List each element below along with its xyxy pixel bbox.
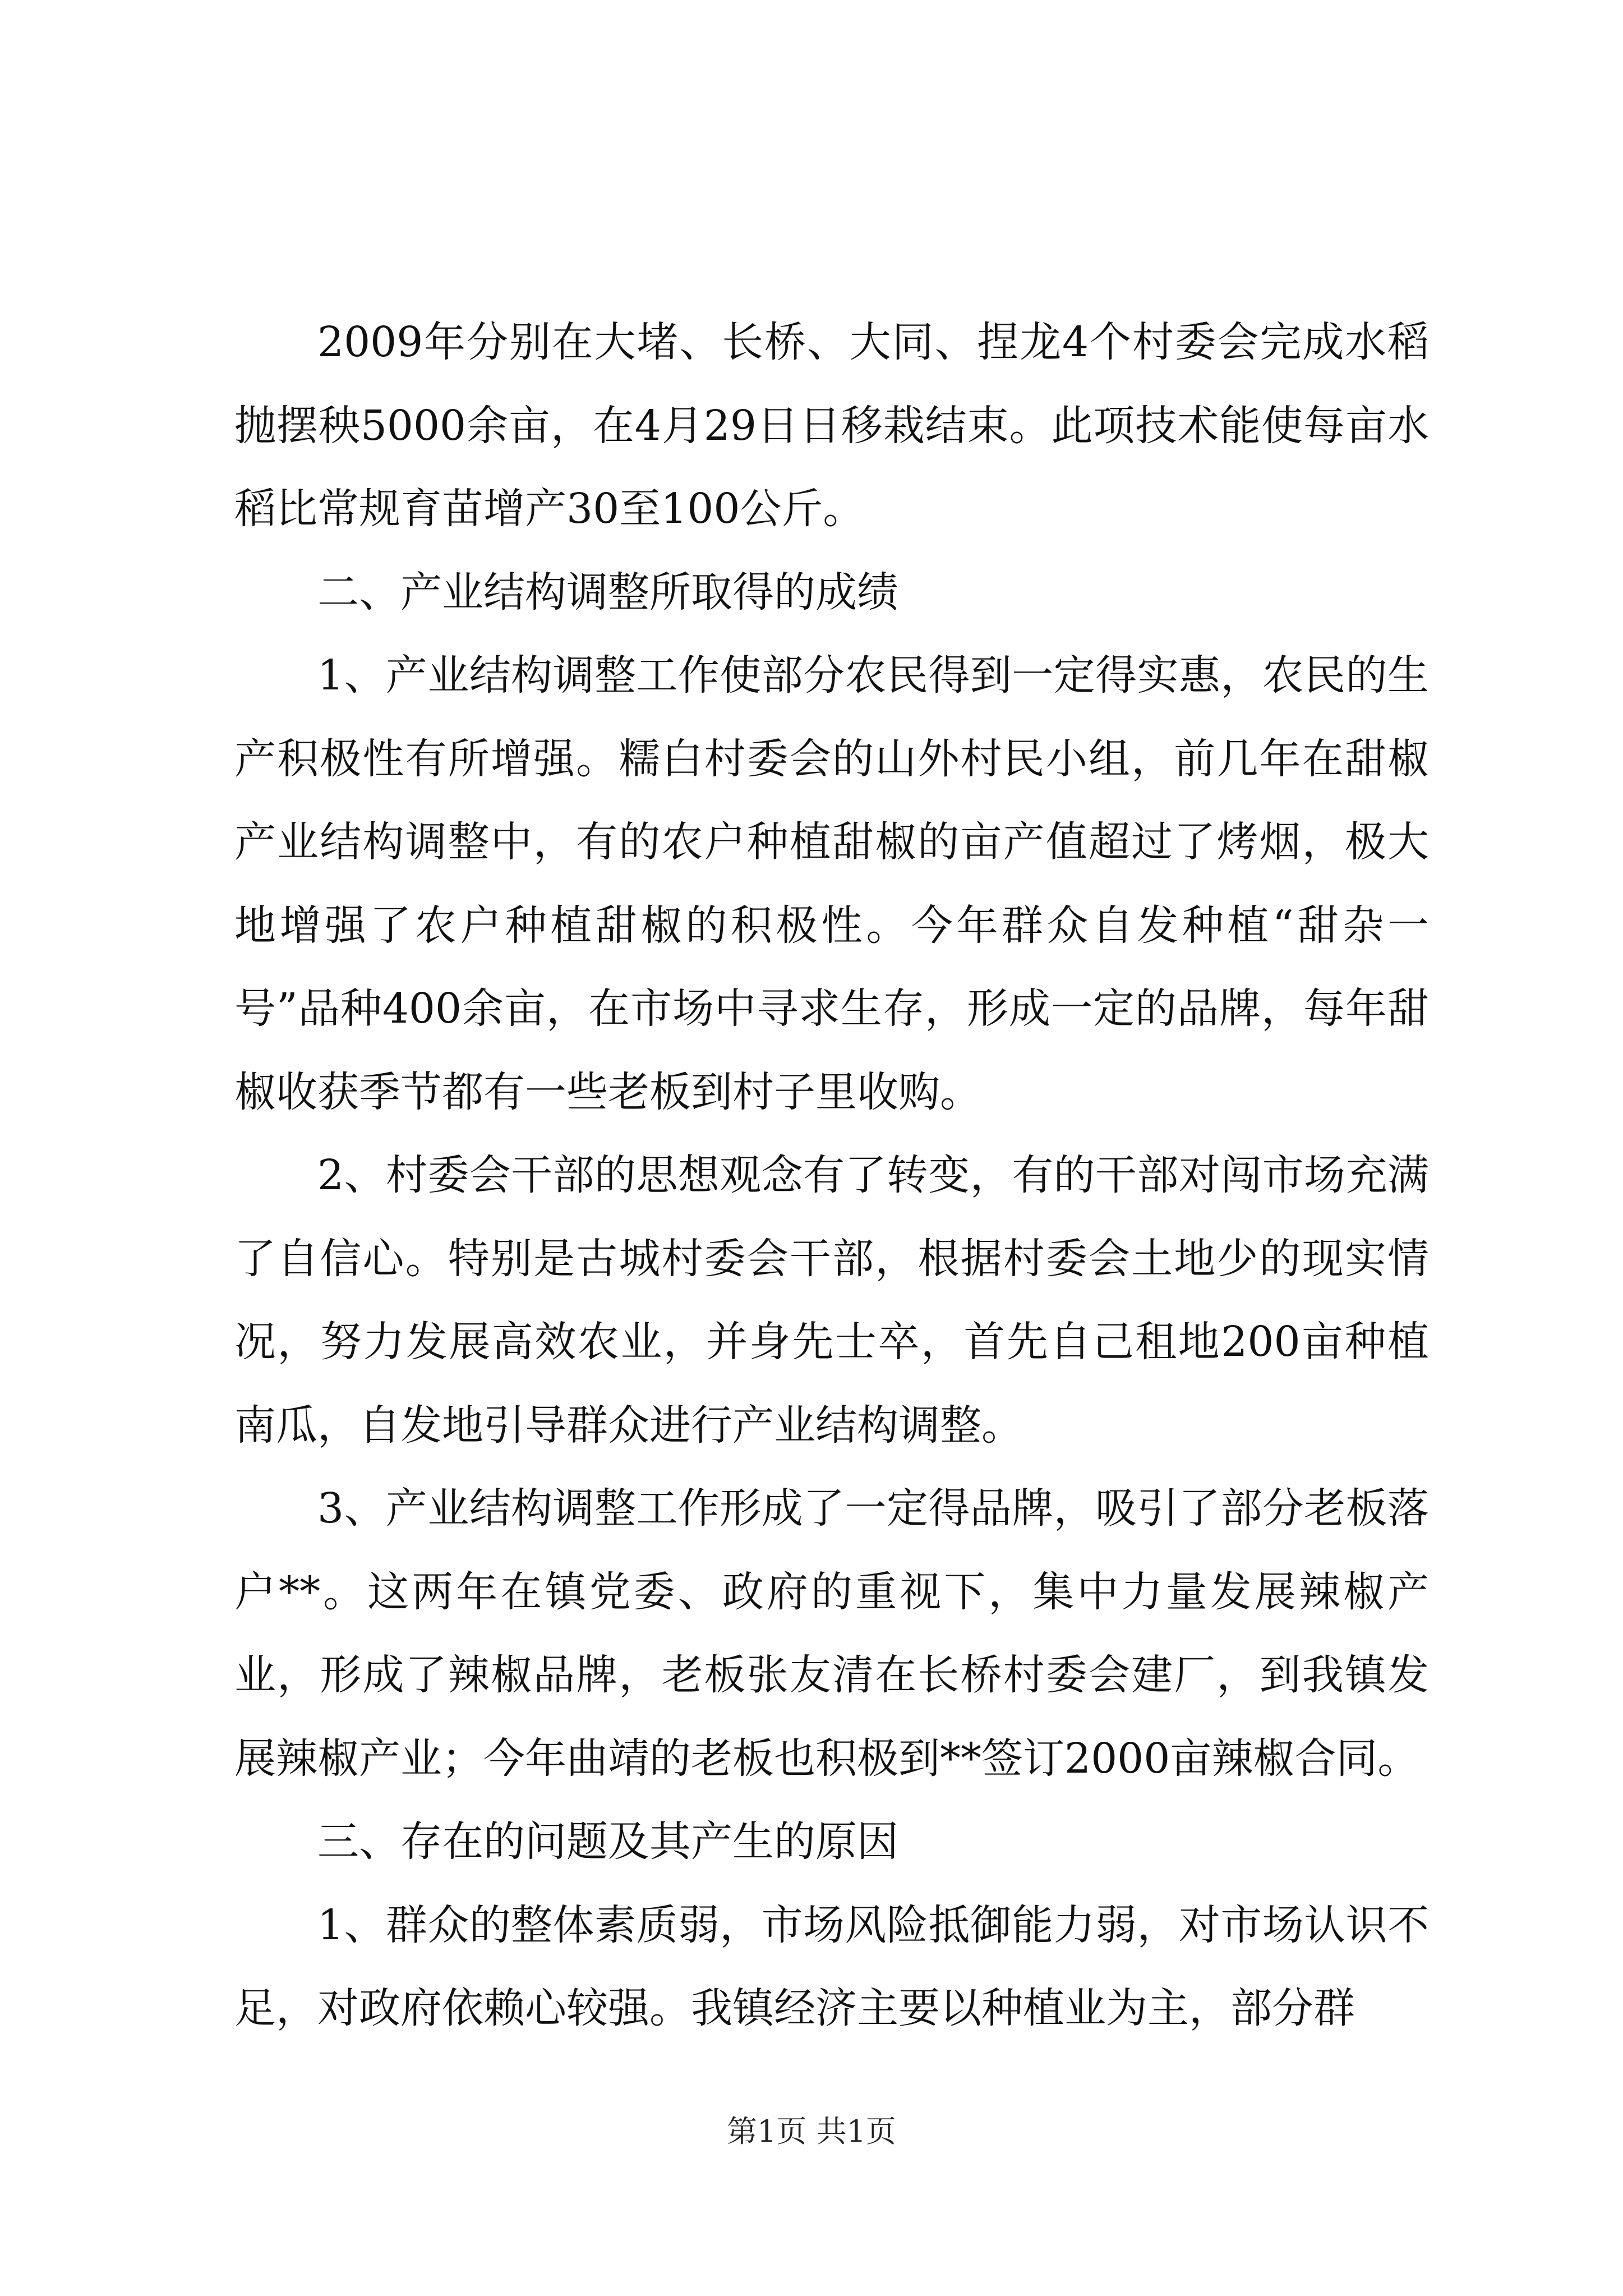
paragraph-achievement-2: 2、村委会干部的思想观念有了转变，有的干部对闯市场充满了自信心。特别是古城村委会干部，根据村委会土地少的现实情况，努力发展高效农业，并身先士卒，首先自己租地200亩种植南瓜，自发地引导群众进行产业结构调整。 bbox=[234, 1151, 1429, 1450]
paragraph-problem-1: 1、群众的整体素质弱，市场风险抵御能力弱，对市场认识不足，对政府依赖心较强。我镇经济主要以种植业为主，部分群 bbox=[234, 1901, 1429, 2032]
paragraph-achievement-1: 1、产业结构调整工作使部分农民得到一定得实惠，农民的生产积极性有所增强。糯白村委会的山外村民小组，前几年在甜椒产业结构调整中，有的农户种植甜椒的亩产值超过了烤烟，极大地增强了农户种植甜椒的积极性。今年群众自发种植“甜杂一号”品种400余亩，在市场中寻求生存，形成一定的品牌，每年甜椒收获季节都有一些老板到村子里收购。 bbox=[234, 651, 1429, 1116]
paragraph-achievement-3: 3、产业结构调整工作形成了一定得品牌，吸引了部分老板落户**。这两年在镇党委、政府的重视下，集中力量发展辣椒产业，形成了辣椒品牌，老板张友清在长桥村委会建厂，到我镇发展辣椒产业；今年曲靖的老板也积极到**签订2000亩辣椒合同。 bbox=[234, 1484, 1429, 1783]
section-heading-problems: 三、存在的问题及其产生的原因 bbox=[317, 1818, 898, 1866]
document-body bbox=[234, 301, 1429, 2050]
paragraph-rice-transplant: 2009年分别在大堵、长桥、大同、捏龙4个村委会完成水稻抛摆秧5000余亩，在4月29日日移栽结束。此项技术能使每亩水稻比常规育苗增产30至100公斤。 bbox=[234, 318, 1429, 533]
page-footer: 第1页 共1页 bbox=[727, 2114, 896, 2149]
section-heading-achievements: 二、产业结构调整所取得的成绩 bbox=[317, 568, 898, 616]
